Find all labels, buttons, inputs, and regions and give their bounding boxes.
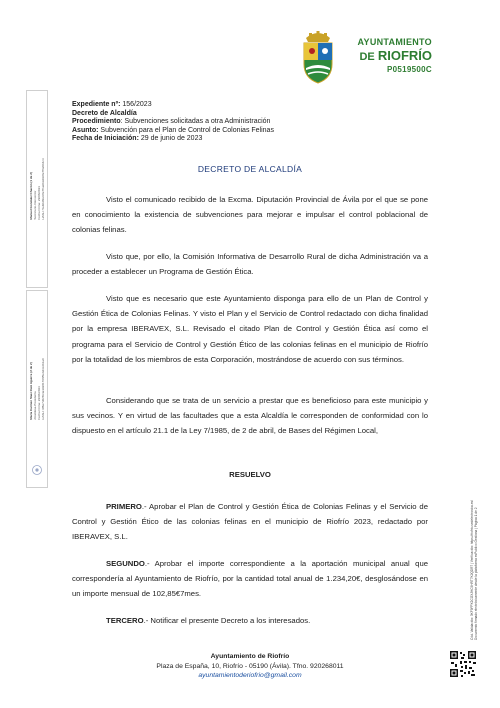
primero-body: .- Aprobar el Plan de Control y Gestión Ética de Colonias Felinas y el Servicio de Control y Gestión Ético de las colonias felinas en el municipio de Riofrío 2023, redactado por IBERAVEX, S.L. (72, 502, 428, 542)
asunto-label: Asunto: (72, 126, 99, 134)
document-meta (72, 101, 274, 144)
expediente-line (72, 101, 274, 110)
segundo-body: .- Aprobar el importe correspondiente a la aportación municipal anual que correspondería al Ayuntamiento de Riofrío, por la cantidad total anual de 1.234,20€, desglosándose en un importe mensual de 102,85€7mes. (72, 559, 428, 599)
paragraph-4-text: Considerando que se trata de un servicio a prestar que es beneficioso para este municipio y sus vecinos. Y en virtud de las facultades que a esta Alcaldía le corresponden de conformidad con lo dispuesto en el artículo 21.1 de la Ley 7/1985, de 2 de abril, de Bases del Régimen Local, (72, 396, 428, 436)
signature-2-title: María Carmen Sáez Ruiz Aguirre (2 de 2) (29, 362, 33, 420)
paragraph-tercero (72, 613, 428, 628)
tipo-value: Decreto de Alcaldía (72, 109, 137, 117)
paragraph-primero (72, 499, 428, 545)
org-line2-name: RIOFRÍO (377, 48, 432, 63)
signature-text-2 (29, 358, 45, 419)
paragraph-4 (72, 393, 428, 439)
procedimiento-line (72, 118, 274, 127)
fecha-label: Fecha de Iniciación: (72, 135, 139, 143)
org-line2 (358, 48, 432, 63)
paragraph-1 (72, 192, 428, 238)
paragraph-3-text: Visto que es necesario que este Ayuntamiento disponga para ello de un Plan de Control y Gestión Ética de Colonias Felinas. Y visto el Plan y el Servicio de Control redactado con dicha finalidad por la empresa IBERAVEX, S.L. Revisado el citado Plan de Control y Gestión Ética así como el programa para el Servicio de Control y Gestión Ético de las colonias felinas en el municipio de Riofrío por la totalidad de los miembros de esta Corporación, mostrándose de acuerdo con sus términos. (72, 294, 428, 364)
asunto-value: Subvención para el Plan de Control de Colonias Felinas (98, 126, 274, 134)
paragraph-2 (72, 249, 428, 279)
signature-2-role: Alcaldesa-Presidenta (33, 391, 37, 420)
resuelvo-heading: RESUELVO (229, 470, 271, 479)
signature-2-hash: HASH: 9f8e7d6c5b4a39281706f5e4d3c2b1a0 (41, 358, 45, 420)
coat-of-arms-icon (298, 30, 338, 84)
paragraph-3 (72, 291, 428, 367)
fecha-value: 29 de junio de 2023 (138, 135, 203, 143)
paragraph-2-text: Visto que, por ello, la Comisión Informativa de Desarrollo Rural de dicha Administración va a proceder a establecer un Programa de Gestión Ética. (72, 252, 428, 277)
procedimiento-label: Procedimiento (72, 118, 121, 126)
primero-label: PRIMERO (106, 502, 142, 511)
fecha-line (72, 135, 274, 144)
paragraph-segundo (72, 556, 428, 602)
expediente-value: 156/2023 (120, 101, 152, 108)
signature-1-role: Secretario-Interventor (33, 190, 37, 220)
organization-name (358, 37, 432, 74)
tercero-body: .- Notificar el presente Decreto a los interesados. (143, 616, 311, 625)
signature-1-date: Fecha Firma: 29/06/2023 (37, 186, 41, 220)
page-footer (0, 652, 500, 681)
org-line1: AYUNTAMIENTO (357, 37, 432, 47)
verification-line1: Cód. Validación: 3KF9FPX2CGXJHC9HRT7KJQDR7 | Verificación: https://riofrio.sedelectronica.es/ (470, 500, 474, 640)
org-line2-prefix: DE (359, 51, 375, 63)
tipo-line (72, 110, 274, 119)
signature-1-title: Manuel González Chacón (1 de 2) (29, 172, 33, 220)
expediente-label: Expediente nº: (72, 101, 121, 108)
signature-1-hash: HASH: 5ab0d6b2c8e7f1a0b3d9c8e7f6a5b4c3 (41, 158, 45, 220)
document-title: DECRETO DE ALCALDÍA (197, 164, 303, 174)
signature-box-2 (26, 290, 48, 488)
org-code: P0519500C (387, 65, 432, 74)
verification-text (470, 500, 478, 640)
procedimiento-value: : Subvenciones solicitadas a otra Administración (120, 118, 271, 126)
signature-2-date: Fecha Firma: 29/06/2023 (37, 386, 41, 420)
tercero-label: TERCERO (106, 616, 144, 625)
segundo-label: SEGUNDO (106, 559, 145, 568)
primero-text (72, 499, 428, 545)
footer-address: Plaza de España, 10, Riofrío - 05190 (Ávila). Tfno. 920268011 (156, 662, 344, 670)
segundo-text (72, 556, 428, 602)
tercero-text (72, 613, 428, 628)
verification-line2: Documento firmado electrónicamente desde la plataforma esPublico Gestiona | Página 1 de 2 (474, 507, 479, 640)
asunto-line (72, 127, 274, 136)
signature-box-1 (26, 90, 48, 288)
footer-email-link[interactable]: ayuntamientoderiofrio@gmail.com (198, 672, 302, 679)
paragraph-1-text: Visto el comunicado recibido de la Excma. Diputación Provincial de Ávila por el que se pone en conocimiento la existencia de subvenciones para mejorar e impulsar el control poblacional de colonias felinas. (72, 195, 428, 235)
footer-org-name: Ayuntamiento de Riofrío (210, 653, 290, 660)
